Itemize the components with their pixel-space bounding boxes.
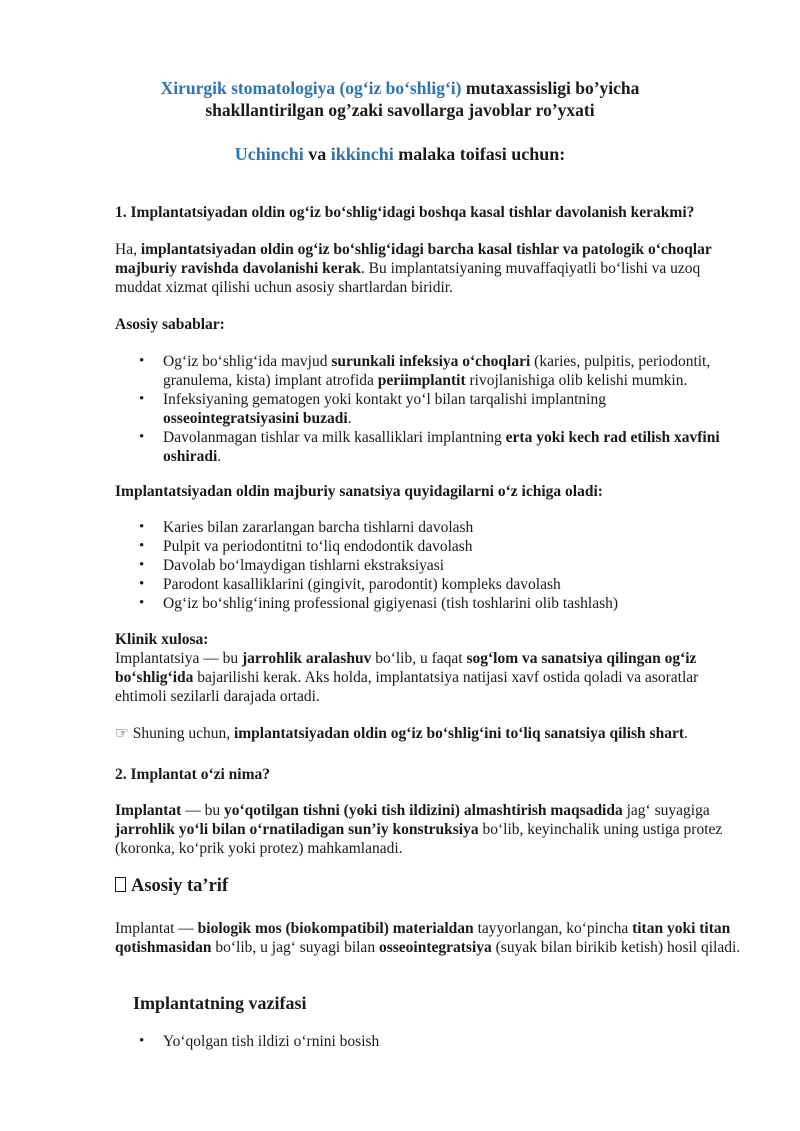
conclusion-bold: sog‘lom va sanatsiya qilingan og‘iz bo‘shlig‘ida bbox=[115, 650, 697, 686]
item-text: Davolanmagan tishlar va milk kasalliklari implantning bbox=[163, 429, 506, 446]
subtitle-second: ikkinchi bbox=[330, 144, 394, 164]
definition-bold: titan yoki titan qotishmasidan bbox=[115, 920, 731, 956]
point-text: Shuning uchun, bbox=[128, 725, 234, 742]
definition-text bbox=[115, 919, 745, 957]
definition-part: tayyorlangan, ko‘pincha bbox=[473, 920, 633, 937]
definition-part: bo‘lib, u jag‘ suyagi bilan bbox=[211, 939, 379, 956]
list-item bbox=[115, 428, 745, 466]
list-item: • Parodont kasalliklarini (gingivit, parodontit) kompleks davolash bbox=[115, 575, 745, 594]
definition-bold: osseointegratsiya bbox=[378, 939, 492, 956]
list-item bbox=[115, 390, 745, 428]
answer-bold: yo‘qotilgan tishni (yoki tish ildizini) almashtirish maqsadida bbox=[223, 802, 623, 819]
point-bold: implantatsiyadan oldin og‘iz bo‘shlig‘ini to‘liq sanatsiya qilish shart bbox=[233, 725, 684, 742]
definition-bold: biologik mos (biokompatibil) materialdan bbox=[197, 920, 474, 937]
conclusion-part: Implantatsiya — bu bbox=[115, 650, 242, 667]
function-list bbox=[115, 1032, 745, 1051]
conclusion-part: bajarilishi kerak. Aks holda, implantatsiya natijasi xavf ostida qoladi va asoratlar ehtimoli sezilarli darajada ortadi. bbox=[115, 669, 699, 705]
document-title bbox=[60, 77, 740, 121]
title-line2: shakllantirilgan og’zaki savollarga javoblar ro’yxati bbox=[205, 100, 595, 120]
conclusion-bold: jarrohlik aralashuv bbox=[242, 650, 372, 667]
subtitle-rest: malaka toifasi uchun: bbox=[393, 144, 566, 164]
question-1-answer bbox=[115, 240, 745, 297]
pointing-hand-icon: ☞ bbox=[115, 725, 129, 742]
definition-part: (suyak bilan birikib ketish) hosil qiladi. bbox=[491, 939, 741, 956]
answer-text: bo‘lib, keyinchalik uning ustiga protez (koronka, ko‘prik yoki protez) mahkamlanadi. bbox=[115, 821, 723, 857]
subtitle-third: Uchinchi bbox=[234, 144, 304, 164]
definition-heading bbox=[115, 876, 228, 897]
item-text: . bbox=[217, 448, 222, 465]
item-text: (karies, pulpitis, periodontit, granulema, kista) implant atrofida bbox=[163, 353, 711, 389]
title-line1-rest: mutaxassisligi bo’yicha bbox=[461, 78, 640, 98]
answer-text: Ha, bbox=[115, 241, 141, 258]
conclusion-point bbox=[115, 724, 745, 743]
question-2-heading: 2. Implantat o‘zi nima? bbox=[115, 766, 270, 783]
definition-title: Asosiy ta’rif bbox=[131, 876, 229, 896]
answer-text: jag‘ suyagiga bbox=[622, 802, 710, 819]
conclusion-text bbox=[115, 649, 745, 706]
point-text: . bbox=[684, 725, 688, 742]
answer-text: — bu bbox=[181, 802, 224, 819]
item-text: Infeksiyaning gematogen yoki kontakt yo‘l bilan tarqalishi implantning bbox=[163, 391, 606, 408]
document-subtitle bbox=[60, 143, 740, 165]
question-1-heading: 1. Implantatsiyadan oldin og‘iz bo‘shlig‘idagi boshqa kasal tishlar davolanish kerakmi? bbox=[115, 204, 695, 221]
list-item: • Karies bilan zararlangan barcha tishlarni davolash bbox=[115, 518, 745, 537]
list-item: • Og‘iz bo‘shlig‘ining professional gigiyenasi (tish toshlarini olib tashlash) bbox=[115, 594, 745, 613]
item-text: Og‘iz bo‘shlig‘ida mavjud bbox=[163, 353, 332, 370]
item-text: . bbox=[347, 410, 352, 427]
answer-bold: implantatsiyadan oldin og‘iz bo‘shlig‘idagi barcha kasal tishlar va patologik o‘choqlar majburiy ravishda davolanishi kerak bbox=[115, 241, 712, 277]
conclusion-title: Klinik xulosa: bbox=[115, 631, 209, 648]
list-item: • Pulpit va periodontitni to‘liq endodontik davolash bbox=[115, 537, 745, 556]
item-bold: osseointegratsiyasini buzadi bbox=[163, 410, 348, 427]
reasons-list bbox=[115, 352, 745, 466]
item-bold: surunkali infeksiya o‘choqlari bbox=[331, 353, 531, 370]
list-item bbox=[115, 352, 745, 390]
answer-bold: Implantat bbox=[115, 802, 182, 819]
answer-bold: jarrohlik yo‘li bilan o‘rnatiladigan sun’iy konstruksiya bbox=[115, 821, 479, 838]
definition-part: Implantat — bbox=[115, 920, 198, 937]
list-item: • Yo‘qolgan tish ildizi o‘rnini bosish bbox=[115, 1032, 745, 1051]
sanation-title: Implantatsiyadan oldin majburiy sanatsiya quyidagilarni o‘z ichiga oladi: bbox=[115, 483, 603, 500]
item-bold: erta yoki kech rad etilish xavfini oshiradi bbox=[163, 429, 720, 465]
answer-text-2: . Bu implantatsiyaning muvaffaqiyatli bo‘lishi va uzoq muddat xizmat qilishi uchun asosiy shartlardan biridir. bbox=[115, 260, 701, 296]
list-item: • Davolab bo‘lmaydigan tishlarni ekstraksiyasi bbox=[115, 556, 745, 575]
missing-glyph-icon bbox=[115, 877, 126, 892]
item-text: rivojlanishiga olib kelishi mumkin. bbox=[465, 372, 688, 389]
subtitle-and: va bbox=[303, 144, 331, 164]
title-specialty: Xirurgik stomatologiya (og‘iz bo‘shlig‘i) bbox=[160, 78, 462, 98]
item-bold: periimplantit bbox=[377, 372, 466, 389]
question-2-answer bbox=[115, 801, 745, 858]
conclusion-part: bo‘lib, u faqat bbox=[371, 650, 467, 667]
function-heading: Implantatning vazifasi bbox=[133, 993, 307, 1013]
reasons-title: Asosiy sabablar: bbox=[115, 316, 225, 333]
sanation-list bbox=[115, 518, 745, 613]
